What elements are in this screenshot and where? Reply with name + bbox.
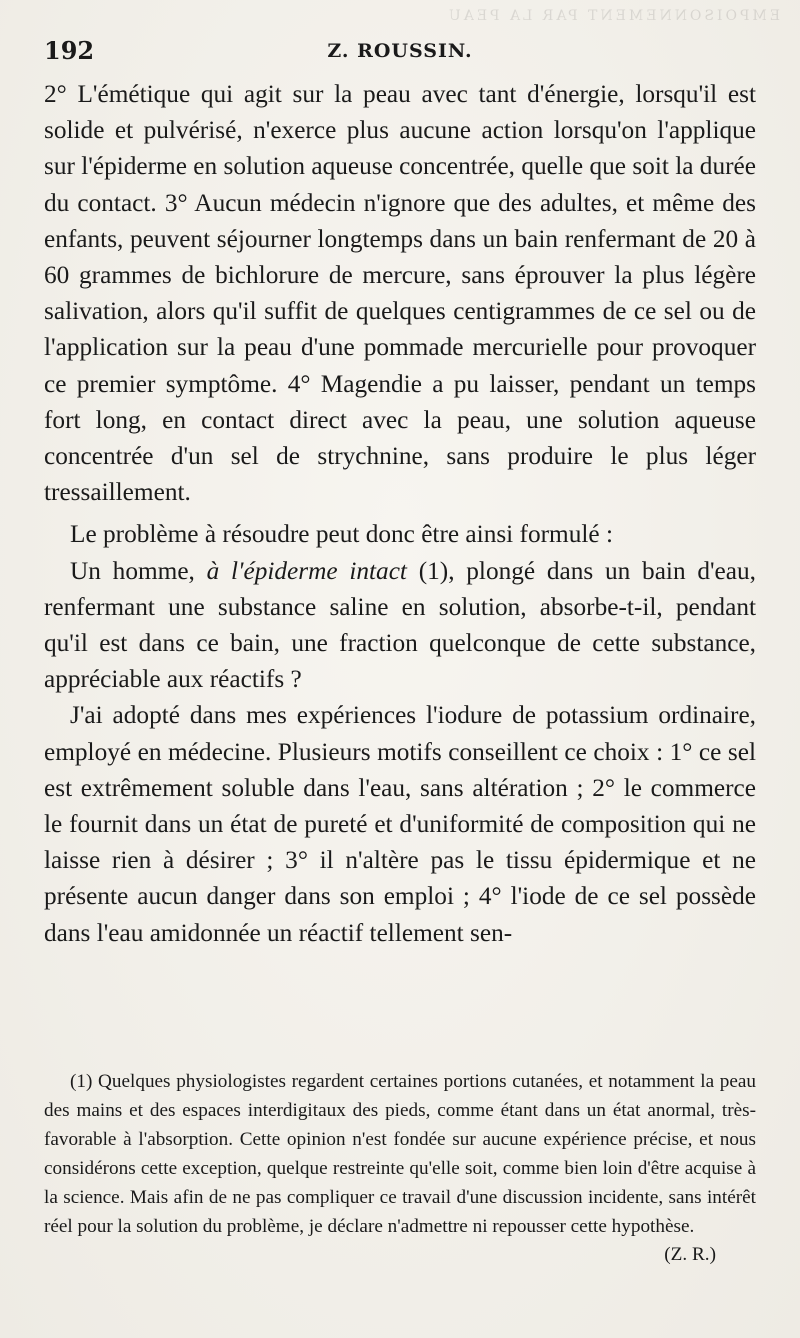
- body-text: [44, 76, 756, 951]
- running-head: Z. ROUSSIN.: [327, 40, 473, 62]
- footnote-signature: (Z. R.): [664, 1244, 716, 1266]
- paragraph-3-start: Un homme,: [70, 556, 207, 585]
- paragraph-1: 2° L'émétique qui agit sur la peau avec tant d'énergie, lorsqu'il est solide et pulvérisé, n'exerce plus aucune action lorsqu'on l'applique sur l'épiderme en solution aqueuse concentrée, quelle que soit la durée du contact. 3° Aucun médecin n'ignore que des adultes, et même des enfants, peuvent séjourner longtemps dans un bain renfermant de 20 à 60 grammes de bichlorure de mercure, sans éprouver la plus légère salivation, alors qu'il suffit de quelques centigrammes de ce sel ou de l'application sur la peau d'une pommade mercurielle pour provoquer ce premier symptôme. 4° Magendie a pu laisser, pendant un temps fort long, en contact direct avec la peau, une solution aqueuse concentrée d'un sel de strychnine, sans produire le plus léger tressaillement.: [44, 80, 756, 507]
- paragraph-3-end: (1), plongé dans un bain d'eau, renfermant une substance saline en solution, absorbe-t-il, pendant qu'il est dans ce bain, une fraction quelconque de cette substance, appréciable aux réactifs ?: [44, 556, 756, 694]
- bleed-through-text: EMPOISONNEMENT PAR LA PEAU: [445, 8, 780, 24]
- paragraph-3: [44, 553, 756, 698]
- footnote-text: [44, 1068, 756, 1266]
- paragraph-2: Le problème à résoudre peut donc être ainsi formulé :: [70, 520, 613, 549]
- italic-phrase: à l'épiderme intact: [206, 556, 407, 585]
- page-number: 192: [44, 36, 95, 65]
- footnote: [44, 1068, 756, 1270]
- paragraph-4: J'ai adopté dans mes expériences l'iodure de potassium ordinaire, employé en médecine. Plusieurs motifs conseillent ce choix : 1° ce sel est extrêmement soluble dans l'eau, sans altération ; 2° le commerce le fournit dans un état de pureté et d'uniformité de composition qui ne laisse rien à désirer ; 3° il n'altère pas le tissu épidermique et ne présente aucun danger dans son emploi ; 4° l'iode de ce sel possède dans l'eau amidonnée un réactif tellement sen-: [44, 701, 756, 947]
- footnote-body: (1) Quelques physiologistes regardent certaines portions cutanées, et notamment la peau des mains et des espaces interdigitaux des pieds, comme étant dans un état anormal, très-favorable à l'absorption. Cette opinion n'est fondée sur aucune expérience précise, et nous considérons cette exception, quelque restreinte qu'elle soit, comme bien loin d'être acquise à la science. Mais afin de ne pas compliquer ce travail d'une discussion incidente, sans intérêt réel pour la solution du problème, je déclare n'admettre ni repousser cette hypothèse.: [44, 1071, 756, 1237]
- page-header: [44, 36, 756, 66]
